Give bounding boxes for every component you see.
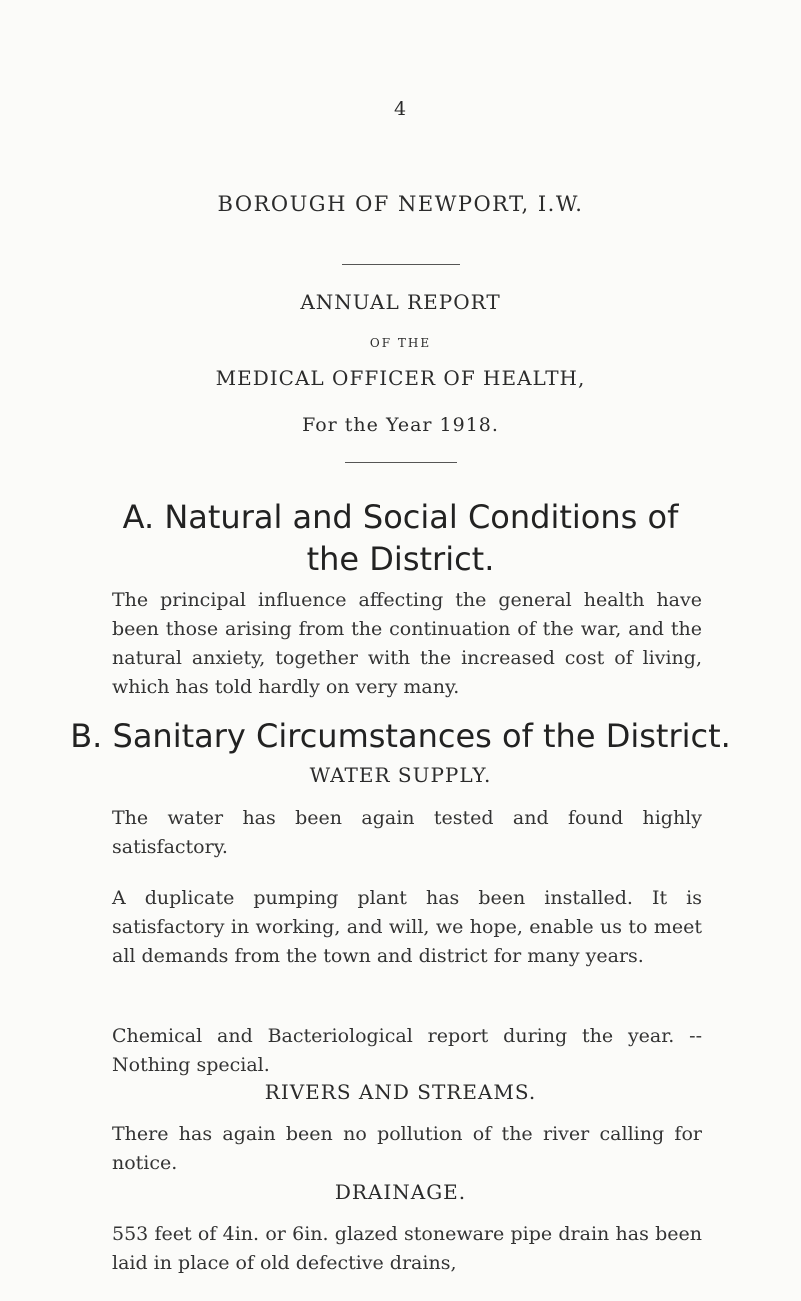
pumping-plant-paragraph: A duplicate pumping plant has been installed. It is satisfactory in working, and will, we hope, enable us to meet all demands from the town and district for many years.	[112, 887, 702, 967]
borough-title: BOROUGH OF NEWPORT, I.W.	[217, 192, 584, 216]
section-a-heading-continued: the District.	[306, 540, 495, 578]
water-supply-paragraph: The water has been again tested and found highly satisfactory.	[112, 807, 702, 858]
section-a-heading: A. Natural and Social Conditions of	[122, 498, 679, 536]
drainage-paragraph: 553 feet of 4in. or 6in. glazed stoneware pipe drain has been laid in place of old defective drains,	[112, 1223, 702, 1274]
rivers-paragraph: There has again been no pollution of the river calling for notice.	[112, 1123, 702, 1174]
drainage-heading: DRAINAGE.	[334, 1180, 467, 1204]
water-supply-heading: WATER SUPPLY.	[309, 763, 492, 787]
divider-rule	[342, 264, 460, 265]
section-b-heading: B. Sanitary Circumstances of the District.	[70, 717, 731, 755]
divider-rule	[345, 462, 457, 463]
officer-title: MEDICAL OFFICER OF HEALTH,	[215, 366, 586, 390]
report-year: For the Year 1918.	[302, 414, 499, 436]
chemical-report-paragraph: Chemical and Bacteriological report during the year. -- Nothing special.	[112, 1025, 702, 1076]
section-a-paragraph: The principal influence affecting the general health have been those arising from the continuation of the war, and the natural anxiety, together with the increased cost of living, which has told hardly on very many.	[112, 589, 702, 698]
report-subtitle-of-the: OF THE	[369, 336, 432, 350]
report-title: ANNUAL REPORT	[300, 290, 501, 314]
page-number: 4	[393, 98, 408, 120]
rivers-heading: RIVERS AND STREAMS.	[264, 1080, 537, 1104]
